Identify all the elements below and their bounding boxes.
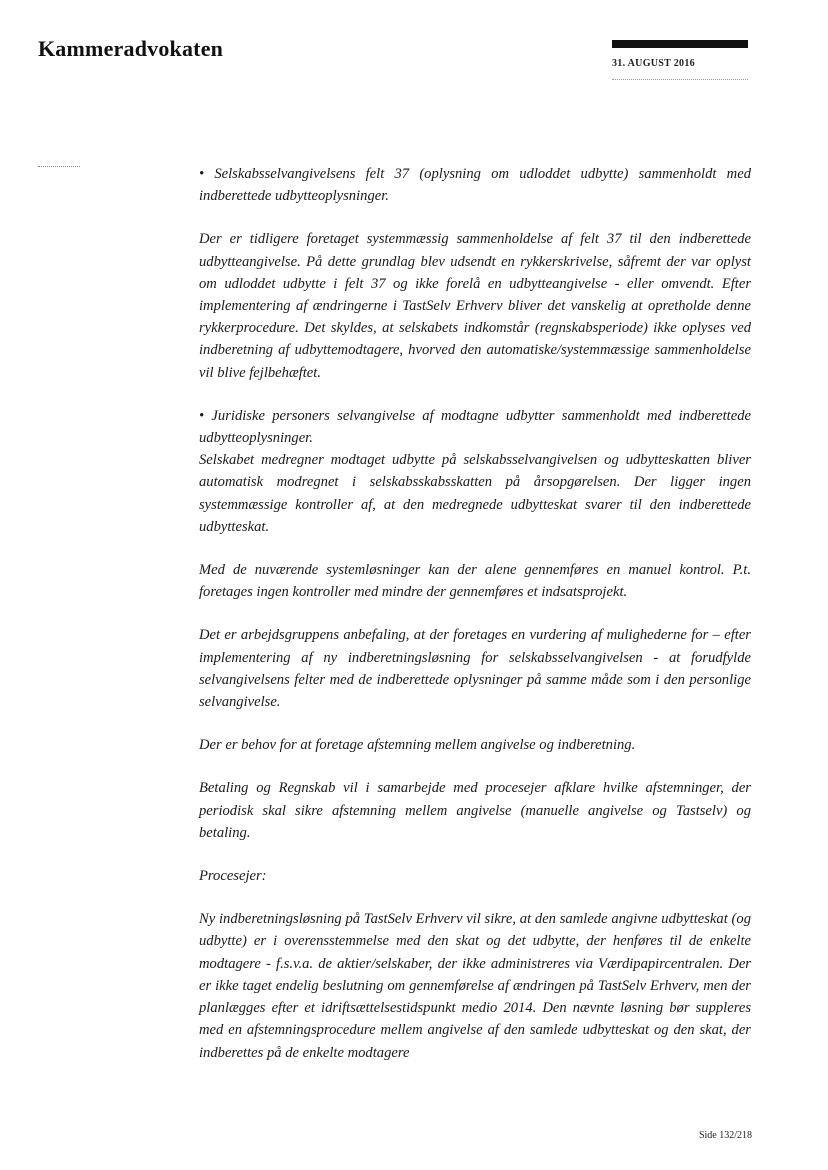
paragraph-bullet-felt-37: • Selskabsselvangivelsens felt 37 (oplysning om udloddet udbytte) sammenholdt med indberettede udbytteoplysninger.	[199, 166, 751, 205]
document-body	[199, 163, 751, 1085]
paragraph-rykkerprocedure: Der er tidligere foretaget systemmæssig sammenholdelse af felt 37 til den indberettede udbytteangivelse. På dette grundlag blev udsendt en rykkerskrivelse, såfremt der var oplyst om udloddet udbytte i felt 37 og ikke forelå en udbytteangivelse - eller omvendt. Efter implementering af ændringerne i TastSelv Erhverv bliver det vanskelig at opretholde denne rykkerprocedure. Det skyldes, at selskabets indkomstår (regnskabsperiode) ikke oplyses ved indberetning af udbyttemodtagere, hvorved den automatiske/systemmæssige sammenholdelse vil blive fejlbehæftet.	[199, 231, 751, 381]
page-number: Side 132/218	[698, 1130, 752, 1141]
paragraph-ny-indberetningslosning: Ny indberetningsløsning på TastSelv Erhverv vil sikre, at den samlede angivne udbytteskat (og udbytte) er i overensstemmelse med den skat og det udbytte, der henføres til de enkelte modtagere - f.s.v.a. de aktier/selskaber, der ikke administreres via Værdipapircentralen. Der er ikke taget endelig beslutning om gennemførelse af ændringen på TastSelv Erhverv, men der planlægges efter et idriftsættelsestidspunkt medio 2014. Den nævnte løsning bør suppleres med en afstemningsprocedure mellem angivelse af den samlede udbytteskat og den skat, der indberettes på de enkelte modtagere	[199, 911, 751, 1061]
paragraph-anbefaling: Det er arbejdsgruppens anbefaling, at der foretages en vurdering af mulighederne for – efter implementering af ny indberetningsløsning for selskabsselvangivelsen - at forudfylde selvangivelsens felter med de indberettede oplysninger på samme måde som i den personlige selvangivelse.	[199, 627, 751, 711]
document-date: 31. AUGUST 2016	[612, 58, 695, 69]
paragraph-betaling-regnskab: Betaling og Regnskab vil i samarbejde med procesejer afklare hvilke afstemninger, der periodisk skal sikre afstemning mellem angivelse (manuelle angivelse og Tastselv) og betaling.	[199, 780, 751, 841]
paragraph-bullet-juridiske-personer: • Juridiske personers selvangivelse af modtagne udbytter sammenholdt med indberettede udbytteoplysninger.	[199, 407, 751, 447]
paragraph-udbytteskat-modregning: Selskabet medregner modtaget udbytte på selskabsselvangivelsen og udbytteskatten bliver automatisk modregnet i selskabsskabsskatten på årsopgørelsen. Der ligger ingen systemmæssige kontroller af, at den medregnede udbytteskat svarer til den indberettede udbytteskat.	[199, 452, 751, 535]
paragraph-procesejer-heading: Procesejer:	[199, 868, 267, 885]
margin-divider	[38, 166, 80, 167]
date-divider	[612, 79, 748, 80]
header-bar	[612, 40, 748, 48]
paragraph-manuel-kontrol: Med de nuværende systemløsninger kan der alene gennemføres en manuel kontrol. P.t. foretages ingen kontroller med mindre der gennemføres et indsatsprojekt.	[199, 562, 751, 601]
brand-logo-text: Kammeradvokaten	[38, 36, 224, 61]
paragraph-afstemning-behov: Der er behov for at foretage afstemning mellem angivelse og indberetning.	[199, 737, 636, 754]
